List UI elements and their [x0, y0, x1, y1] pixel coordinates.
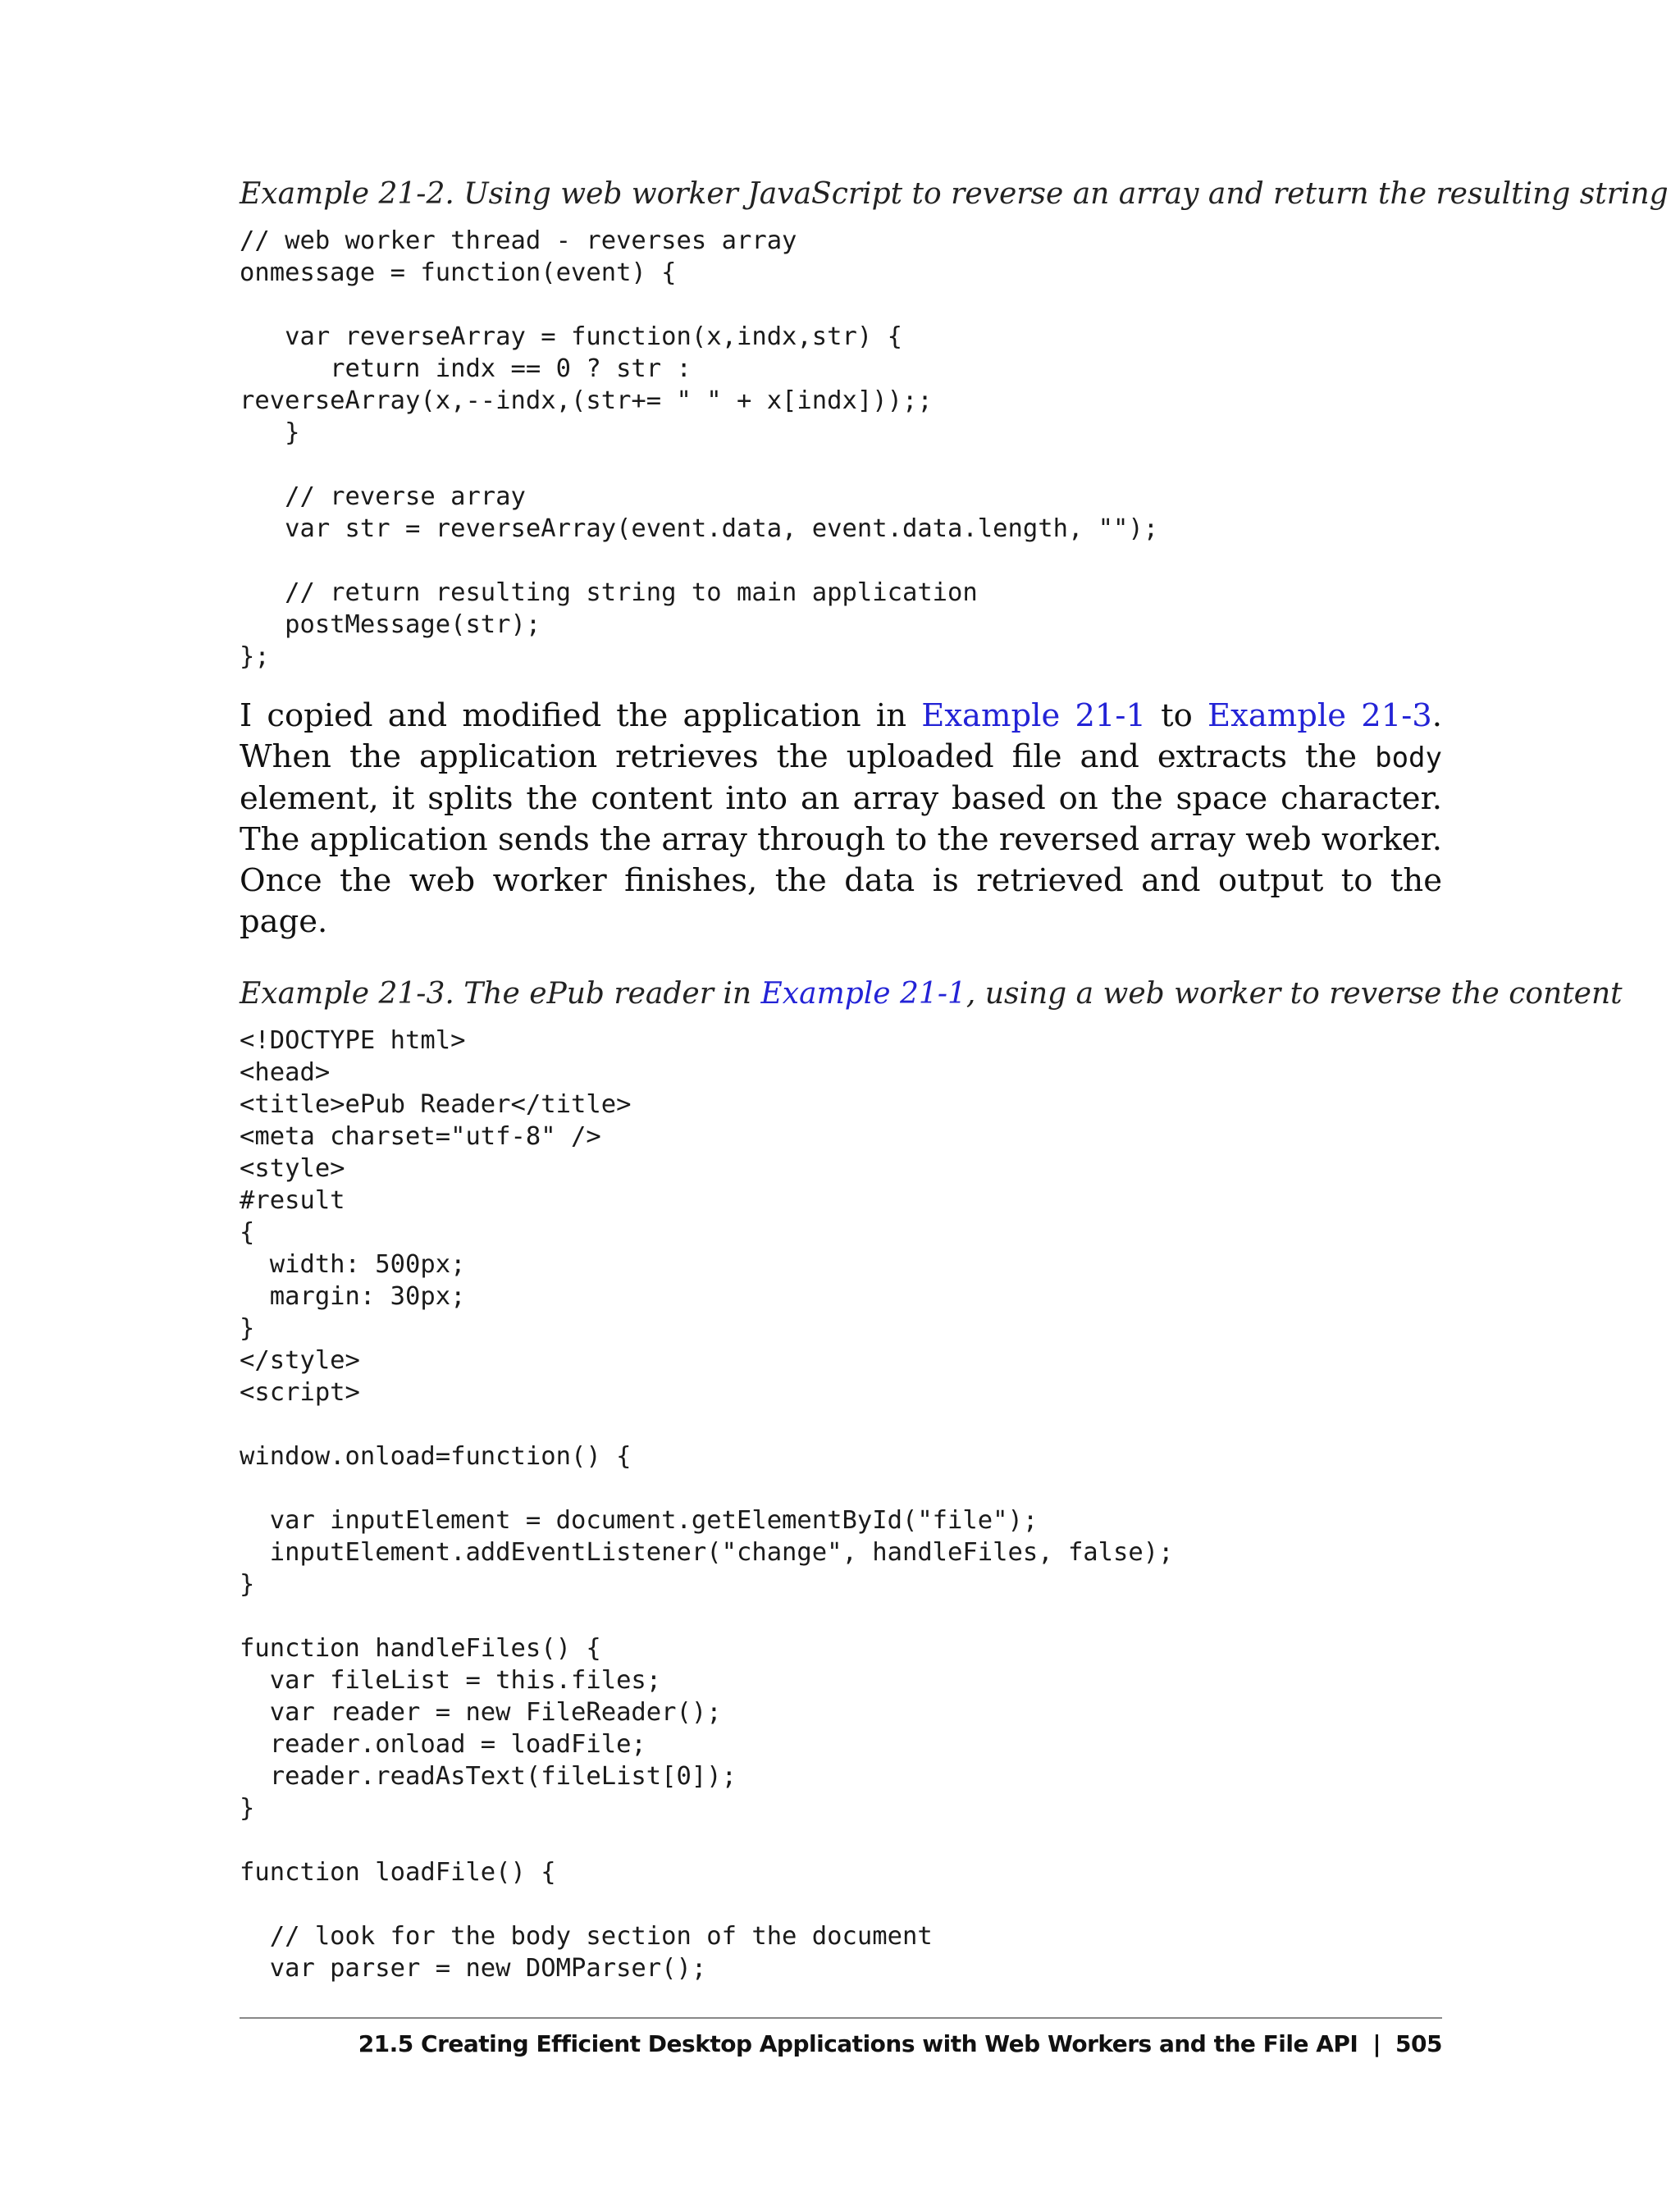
paragraph-text-1: I copied and modified the application in [240, 697, 922, 734]
footer-separator: | [1372, 2030, 1381, 2057]
footer-section-title: 21.5 Creating Efficient Desktop Applications with Web Workers and the File API [358, 2030, 1358, 2057]
example-21-3-caption-link[interactable]: Example 21-1 [760, 977, 966, 1011]
example-21-3-caption [240, 972, 1623, 1016]
footer-divider [240, 2017, 1442, 2019]
page-content [240, 172, 1669, 1984]
paragraph-text-3: . When the application retrieves the uploaded file and extracts the [240, 697, 1442, 775]
example-21-3-code: <!DOCTYPE html> <head> <title>ePub Reader</title> <meta charset="utf-8" /> <style> #result { width: 500px; margin: 30px; } </style> <script> window.onload=function() { var inputElement = document.getElementById("file"); inputElement.addEventListener("change", handleFiles, false); } function handleFiles() { var fileList = this.files; var reader = new FileReader(); reader.onload = loadFile; reader.readAsText(fileList[0]); } function loadFile() { // look for the body section of the document var parser = new DOMParser(); [240, 1026, 1174, 1983]
page-number: 505 [1395, 2030, 1442, 2057]
example-21-3-caption-prefix: Example 21-3. The ePub reader in [240, 977, 761, 1011]
page-footer [358, 2028, 1442, 2061]
paragraph-text-4: element, it splits the content into an array based on the space character. The application sends the array through to the reversed array web worker. Once the web worker finishes, the data is retrieved and output to the page. [240, 780, 1442, 940]
example-21-2-caption: Example 21-2. Using web worker JavaScript to reverse an array and return the resulting string [240, 177, 1669, 211]
example-21-1-link[interactable]: Example 21-1 [921, 697, 1146, 734]
body-code-term: body [1375, 742, 1442, 774]
example-21-3-link[interactable]: Example 21-3 [1208, 697, 1432, 734]
example-21-2-code: // web worker thread - reverses array onmessage = function(event) { var reverseArray = function(x,indx,str) { return indx == 0 ? str : reverseArray(x,--indx,(str+= " " + x[indx]));; } // reverse array var str = reverseArray(event.data, event.data.length, ""); // return resulting string to main application postMessage(str); }; [240, 226, 1159, 671]
body-paragraph [240, 696, 1442, 943]
example-21-3-caption-suffix: , using a web worker to reverse the content [966, 977, 1623, 1011]
paragraph-text-2: to [1145, 697, 1208, 734]
